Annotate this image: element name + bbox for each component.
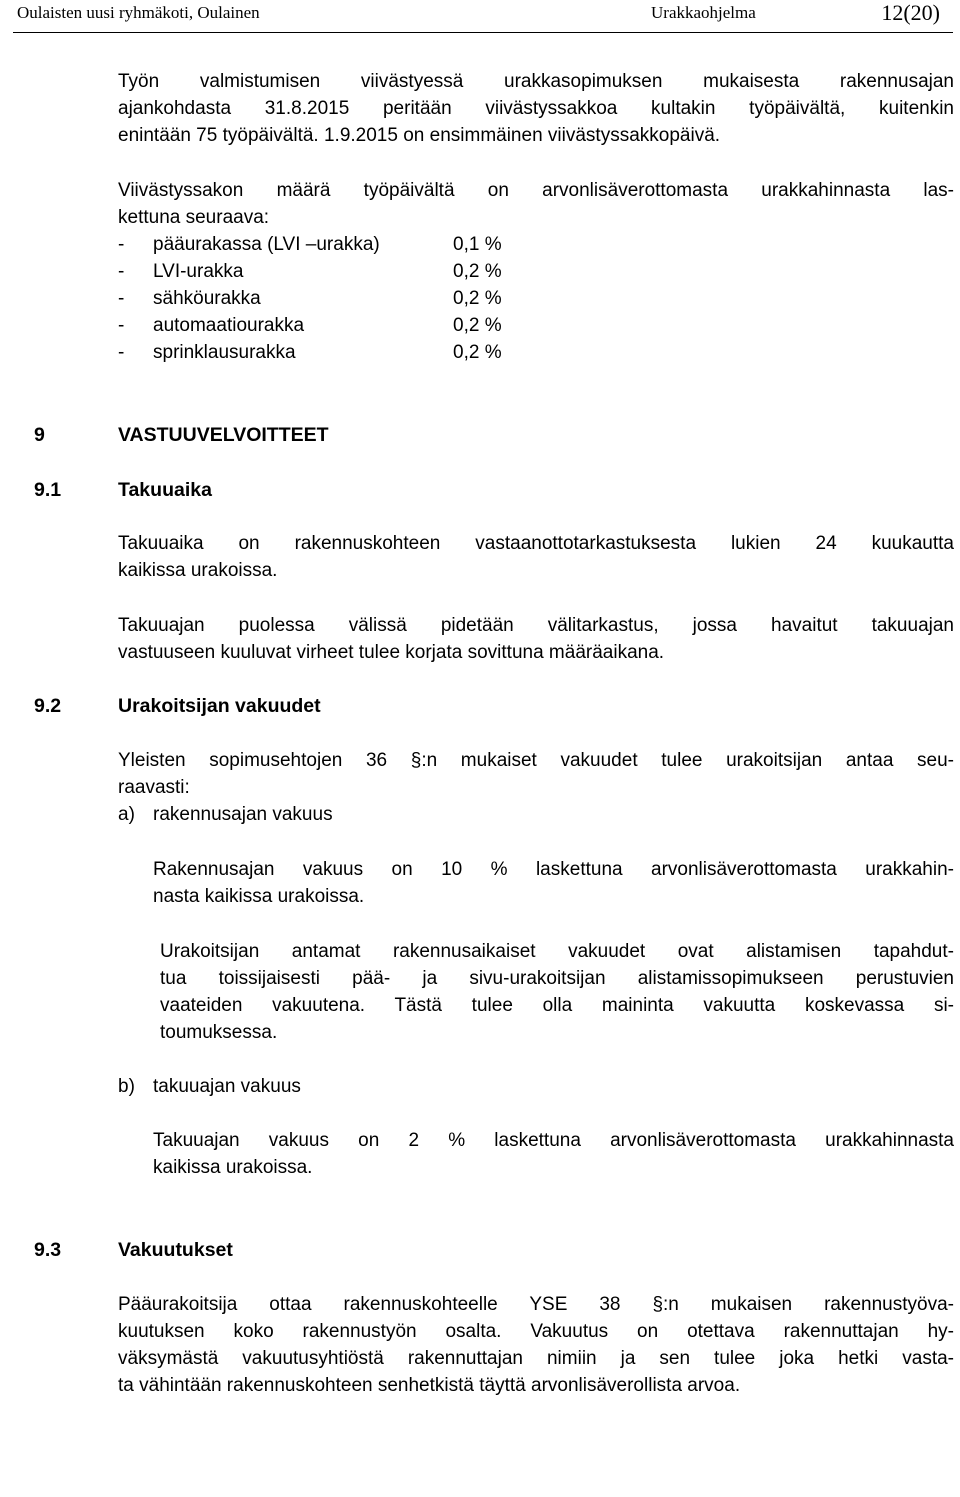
paragraph-line: Rakennusajan vakuus on 10 % laskettuna arvonlisäverottomasta urakkahin- (153, 859, 954, 880)
subsection-title: Vakuutukset (118, 1239, 233, 1261)
paragraph-line: väksymästä vakuutusyhtiöstä rakennuttajan nimiin ja sen tulee joka hetki vasta- (118, 1348, 954, 1369)
subsection-number: 9.1 (34, 479, 62, 501)
intro-line: enintään 75 työpäivältä. 1.9.2015 on ensimmäinen viivästyssakkopäivä. (118, 125, 721, 146)
list-item-value: 0,2 % (453, 261, 502, 282)
list-dash: - (118, 234, 125, 255)
list-item-label: sähköurakka (153, 288, 261, 309)
header-project: Oulaisten uusi ryhmäkoti, Oulainen (17, 3, 260, 22)
intro-line: Työn valmistumisen viivästyessä urakkasopimuksen mukaisesta rakennusajan (118, 71, 954, 92)
paragraph-line: Takuuajan vakuus on 2 % laskettuna arvonlisäverottomasta urakkahinnasta (153, 1130, 954, 1151)
section-title: VASTUUVELVOITTEET (118, 424, 329, 446)
list-dash: - (118, 342, 125, 363)
paragraph-line: vastuuseen kuuluvat virheet tulee korjata sovittuna määräaikana. (118, 642, 665, 663)
penalty-line: Viivästyssakon määrä työpäivältä on arvonlisäverottomasta urakkahinnasta las- (118, 180, 954, 201)
list-item-label: LVI-urakka (153, 261, 244, 282)
list-item-title: takuuajan vakuus (153, 1076, 301, 1097)
paragraph-line: raavasti: (118, 777, 190, 798)
paragraph-line: Yleisten sopimusehtojen 36 §:n mukaiset vakuudet tulee urakoitsijan antaa seu- (118, 750, 954, 771)
list-item-label: pääurakassa (LVI –urakka) (153, 234, 380, 255)
paragraph-line: Urakoitsijan antamat rakennusaikaiset vakuudet ovat alistamisen tapahdut- (160, 941, 954, 962)
header-document-title: Urakkaohjelma (651, 3, 756, 22)
paragraph-line: kaikissa urakoissa. (118, 560, 278, 581)
subsection-title: Takuuaika (118, 479, 212, 501)
paragraph-line: kuutuksen koko rakennustyön osalta. Vakuutus on otettava rakennuttajan hy- (118, 1321, 954, 1342)
list-dash: - (118, 288, 125, 309)
penalty-line: kettuna seuraava: (118, 207, 270, 228)
paragraph-line: kaikissa urakoissa. (153, 1157, 313, 1178)
page-header (0, 0, 960, 30)
paragraph-line: toumuksessa. (160, 1022, 278, 1043)
paragraph-line: tua toissijaisesti pää- ja sivu-urakoitsijan alistamissopimukseen perustuvien (160, 968, 954, 989)
section-number: 9 (34, 424, 45, 446)
list-dash: - (118, 261, 125, 282)
list-item-value: 0,2 % (453, 288, 502, 309)
paragraph-line: Takuuajan puolessa välissä pidetään välitarkastus, jossa havaitut takuuajan (118, 615, 954, 636)
list-item-value: 0,2 % (453, 315, 502, 336)
paragraph-line: ta vähintään rakennuskohteen senhetkistä täyttä arvonlisäverollista arvoa. (118, 1375, 741, 1396)
list-marker: b) (118, 1076, 135, 1097)
list-item-label: sprinklausurakka (153, 342, 296, 363)
list-item-label: automaatiourakka (153, 315, 305, 336)
header-page-number: 12(20) (881, 0, 940, 25)
list-item-title: rakennusajan vakuus (153, 804, 333, 825)
paragraph-line: Pääurakoitsija ottaa rakennuskohteelle YSE 38 §:n mukaisen rakennustyöva- (118, 1294, 954, 1315)
subsection-number: 9.2 (34, 695, 62, 717)
intro-line: ajankohdasta 31.8.2015 peritään viivästyssakkoa kultakin työpäivältä, kuitenkin (118, 98, 954, 119)
list-marker: a) (118, 804, 135, 825)
paragraph-line: vaateiden vakuutena. Tästä tulee olla maininta vakuutta koskevassa si- (160, 995, 954, 1016)
subsection-title: Urakoitsijan vakuudet (118, 695, 321, 717)
paragraph-line: Takuuaika on rakennuskohteen vastaanottotarkastuksesta lukien 24 kuukautta (118, 533, 954, 554)
paragraph-line: nasta kaikissa urakoissa. (153, 886, 365, 907)
list-item-value: 0,1 % (453, 234, 502, 255)
header-divider (13, 32, 953, 33)
list-dash: - (118, 315, 125, 336)
subsection-number: 9.3 (34, 1239, 62, 1261)
list-item-value: 0,2 % (453, 342, 502, 363)
